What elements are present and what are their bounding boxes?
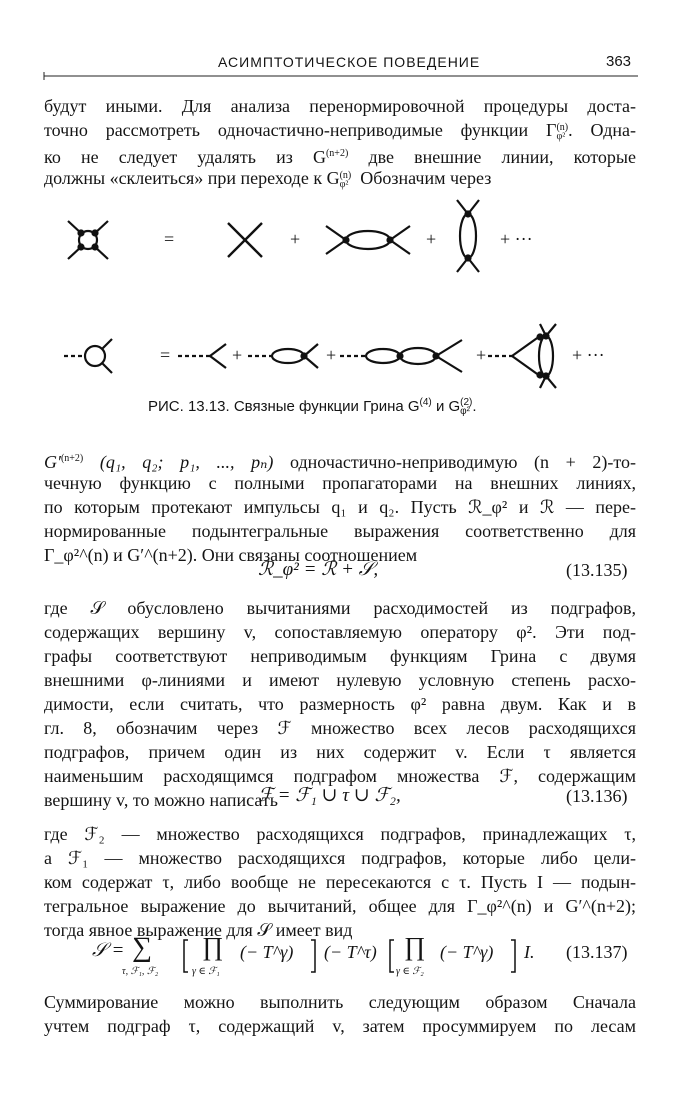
p4-line-5: тогда явное выражение для 𝒮 имеет вид bbox=[44, 920, 353, 940]
eq-13-137-prod-2: ∏ bbox=[404, 932, 426, 961]
p3-line-5: димости, если считать, что размерность φ² равна двум. Как и в bbox=[44, 694, 636, 714]
eq-13-137-prod-1-sub: γ ∈ ℱ₁ bbox=[192, 966, 220, 977]
figure-caption: РИС. 13.13. Связные функции Грина $G^{(4)}$ и G (2) φ² . bbox=[148, 397, 477, 418]
row1-plus-2: + bbox=[426, 229, 437, 249]
eq-13-137-prod-1: ∏ bbox=[202, 932, 224, 961]
p4-line-3: ком содержат τ, либо вообще не пересекаются с τ. Пусть I — подын- bbox=[44, 872, 636, 892]
eq-13-135: ℛ_φ² = ℛ + 𝒮, bbox=[258, 559, 379, 580]
p1-line-4: должны «склеиться» при переходе к G (n) φ² Обозначим через bbox=[44, 168, 492, 190]
p3-line-3: графы соответствуют неприводимым функциям Грина с двумя bbox=[44, 646, 636, 666]
p1-line-1: будут иными. Для анализа перенормировочной процедуры доста- bbox=[44, 96, 636, 116]
p1-line-2: точно рассмотреть одночастично-неприводимые функции Γ (n) φ² . Одна- bbox=[44, 120, 636, 142]
eq-13-135-number: (13.135) bbox=[566, 560, 628, 580]
row2-plus-2: + bbox=[326, 345, 337, 365]
g4-vertex-blob bbox=[68, 221, 108, 259]
p4-line-2: а ℱ₁ — множество расходящихся подграфов, которые либо цели- bbox=[44, 848, 636, 868]
row2-plus-dots: + ··· bbox=[572, 345, 605, 365]
g4-cross-vertex bbox=[228, 223, 262, 257]
g2-insertion-blob bbox=[64, 339, 112, 373]
p3-line-6: гл. 8, обозначим через ℱ множество всех лесов расходящихся bbox=[44, 718, 636, 738]
running-title: АСИМПТОТИЧЕСКОЕ ПОВЕДЕНИЕ bbox=[218, 54, 481, 70]
row2-equals: = bbox=[160, 345, 171, 365]
g2-vertex-loop bbox=[488, 324, 556, 388]
p3-line-8: наименьшим расходящимся подграфом множества ℱ, содержащим bbox=[44, 766, 636, 786]
p3-line-1: где 𝒮 обусловлено вычитаниями расходимостей из подграфов, bbox=[44, 598, 636, 618]
p3-line-7: подграфов, причем один из них содержит v. Если τ является bbox=[44, 742, 636, 762]
eq-13-137-tail: I. bbox=[524, 942, 535, 962]
row2-plus-3: + bbox=[476, 345, 487, 365]
row1-equals: = bbox=[164, 229, 175, 249]
eq-13-137-prod-2-sub: γ ∈ ℱ₂ bbox=[396, 966, 424, 977]
p3-line-9: вершину v, то можно написать bbox=[44, 790, 278, 810]
eq-13-137-lhs: 𝒮 = bbox=[92, 940, 125, 961]
g2-two-loop-chain bbox=[340, 340, 462, 372]
g4-s-channel-loop bbox=[326, 226, 410, 254]
g2-one-loop bbox=[248, 344, 318, 368]
row1-plus-1: + bbox=[290, 229, 301, 249]
p2-line-4: нормированные подынтегральные выражения соответственно для bbox=[44, 521, 636, 541]
eq-13-137-factor-1: (− T^γ) bbox=[240, 942, 294, 962]
eq-13-136: ℱ = ℱ₁ ∪ τ ∪ ℱ₂, bbox=[258, 785, 401, 806]
p5-line-1: Суммирование можно выполнить следующим образом Сначала bbox=[44, 992, 636, 1012]
p5-line-2: учтем подграф τ, содержащий v, затем просуммируем по лесам bbox=[44, 1016, 636, 1036]
eq-13-137-sum-sub: τ, ℱ₁, ℱ₂ bbox=[122, 966, 159, 977]
p2-line-1: $G'^{(n+2)}$ (q₁, q₂; p₁, ..., pₙ) одночастично-неприводимую (n + 2)-то- bbox=[44, 452, 637, 472]
p1-line-3: ко не следует удалять из $G^{(n+2)}$ две внешние линии, которые bbox=[44, 147, 636, 167]
page-number: 363 bbox=[606, 53, 632, 70]
p2-line-3: по которым протекают импульсы q₁ и q₂. Пусть ℛ_φ² и ℛ — пере- bbox=[44, 497, 636, 517]
eq-13-137-middle: (− T^τ) bbox=[324, 942, 377, 962]
eq-13-136-number: (13.136) bbox=[566, 786, 628, 806]
p3-line-2: содержащих вершину v, сопоставляемую оператору φ². Эти под- bbox=[44, 622, 636, 642]
row2-plus-1: + bbox=[232, 345, 243, 365]
g4-t-channel-loop bbox=[457, 200, 479, 272]
eq-13-137-sum: ∑ bbox=[132, 932, 152, 963]
eq-13-137-number: (13.137) bbox=[566, 942, 628, 962]
p4-line-4: тегральное выражение до вычитаний, общее для Γ_φ²^(n) и G′^(n+2); bbox=[44, 896, 636, 916]
eq-13-137-factor-2: (− T^γ) bbox=[440, 942, 494, 962]
p2-line-5: Γ_φ²^(n) и G′^(n+2). Они связаны соотношением bbox=[44, 545, 418, 565]
p3-line-4: внешними φ-линиями и имеют нулевую условную степень расхо- bbox=[44, 670, 636, 690]
row1-plus-dots: + ··· bbox=[500, 229, 533, 249]
g2-tree-vertex bbox=[178, 344, 226, 368]
p4-line-1: где ℱ₂ — множество расходящихся подграфов, принадлежащих τ, bbox=[44, 824, 636, 844]
p2-line-2: чечную функцию с полными пропагаторами на внешних линиях, bbox=[44, 473, 636, 493]
